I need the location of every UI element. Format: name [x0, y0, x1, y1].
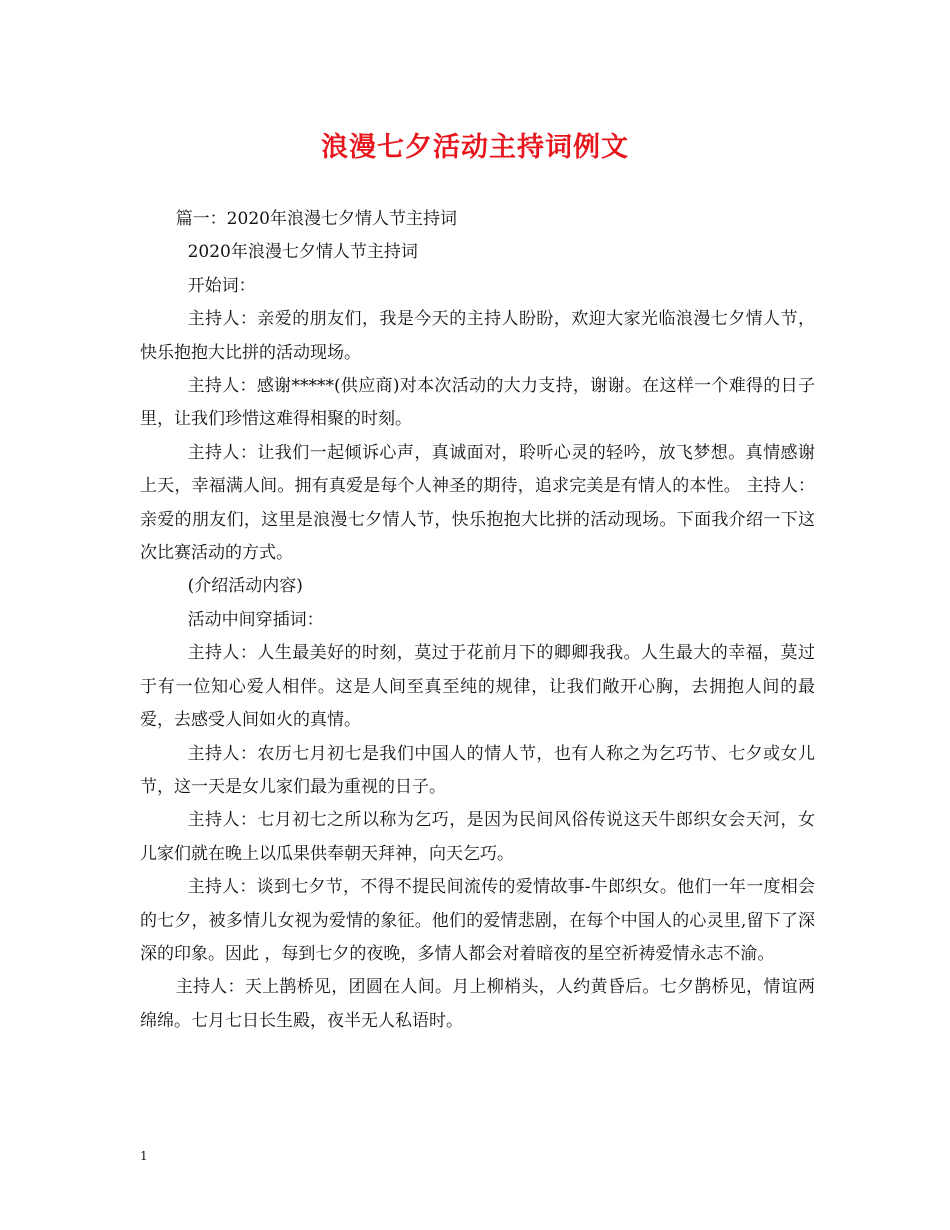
paragraph-interlude-label: 活动中间穿插词：	[187, 609, 324, 630]
paragraph-host-thanks: 主持人：感谢*****(供应商)对本次活动的大力支持，谢谢。在这样一个难得的日子里，让我们珍惜这难得相聚的时刻。	[140, 376, 815, 430]
document-body	[140, 203, 815, 1038]
paragraph-subtitle: 2020年浪漫七夕情人节主持词	[187, 242, 418, 263]
paragraph-activity-intro: (介绍活动内容)	[187, 576, 303, 597]
paragraph-host-qiqiao: 主持人：七月初七之所以称为乞巧，是因为民间风俗传说这天牛郎织女会天河，女儿家们就在晚上以瓜果供奉朝天拜神，向天乞巧。	[140, 810, 815, 864]
document-title: 浪漫七夕活动主持词例文	[321, 132, 629, 163]
paragraph-opening-label: 开始词：	[187, 275, 256, 296]
paragraph-host-heart: 主持人：让我们一起倾诉心声，真诚面对，聆听心灵的轻吟，放飞梦想。真情感谢上天，幸福满人间。拥有真爱是每个人神圣的期待，追求完美是有情人的本性。 主持人：亲爱的朋友们，这里是浪漫七夕情人节，快乐抱抱大比拼的活动现场。下面我介绍一下这次比赛活动的方式。	[140, 442, 815, 564]
paragraph-host-poem: 主持人：天上鹊桥见，团圆在人间。月上柳梢头，人约黄昏后。七夕鹊桥见，情谊两绵绵。七月七日长生殿，夜半无人私语时。	[140, 977, 815, 1031]
paragraph-host-life: 主持人：人生最美好的时刻，莫过于花前月下的卿卿我我。人生最大的幸福，莫过于有一位知心爱人相伴。这是人间至真至纯的规律，让我们敞开心胸，去拥抱人间的最爱，去感受人间如火的真情。	[140, 643, 815, 731]
paragraph-section-heading: 篇一：2020年浪漫七夕情人节主持词	[175, 209, 457, 229]
paragraph-host-welcome: 主持人：亲爱的朋友们，我是今天的主持人盼盼，欢迎大家光临浪漫七夕情人节，快乐抱抱大比拼的活动现场。	[140, 309, 815, 363]
paragraph-host-legend: 主持人：谈到七夕节，不得不提民间流传的爱情故事-牛郎织女。他们一年一度相会的七夕，被多情儿女视为爱情的象征。他们的爱情悲剧，在每个中国人的心灵里,留下了深深的印象。因此 ，每到七夕的夜晚，多情人都会对着暗夜的星空祈祷爱情永志不渝。	[140, 877, 815, 964]
page-number: 1	[140, 1149, 148, 1163]
paragraph-host-lunar: 主持人：农历七月初七是我们中国人的情人节，也有人称之为乞巧节、七夕或女儿节，这一天是女儿家们最为重视的日子。	[140, 743, 815, 797]
